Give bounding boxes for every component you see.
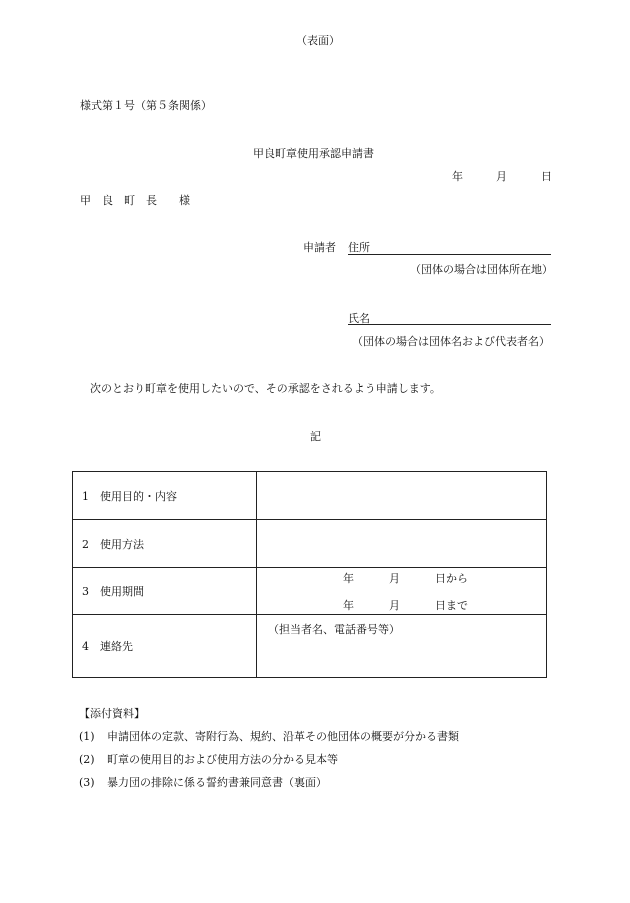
side-label: （表面）	[296, 34, 340, 47]
period-field[interactable]	[257, 568, 547, 615]
form-number: 様式第１号（第５条関係）	[80, 99, 212, 112]
attachment-item-3: (3) 暴力団の排除に係る誓約書兼同意書（裏面）	[79, 776, 327, 789]
row-label-contact: 4 連絡先	[73, 615, 257, 678]
table-row	[73, 615, 547, 678]
name-note: （団体の場合は団体名および代表者名）	[352, 335, 550, 348]
table-row	[73, 568, 547, 615]
period-to: 年 月 日まで	[343, 598, 468, 612]
row-label-purpose: 1 使用目的・内容	[73, 472, 257, 520]
attachments-heading: 【添付資料】	[79, 707, 145, 720]
address-field[interactable]	[348, 254, 551, 255]
contact-note: （担当者名、電話番号等）	[268, 623, 400, 636]
row-label-method: 2 使用方法	[73, 520, 257, 568]
purpose-field[interactable]	[257, 472, 547, 520]
date-month: 月	[496, 170, 507, 183]
row-label-period: 3 使用期間	[73, 568, 257, 615]
contact-field[interactable]	[257, 615, 547, 678]
address-note: （団体の場合は団体所在地）	[410, 263, 553, 276]
address-label: 住所	[348, 241, 370, 254]
table-row	[73, 520, 547, 568]
date-year: 年	[452, 170, 463, 183]
table-row	[73, 472, 547, 520]
ki-label: 記	[310, 430, 321, 443]
name-label: 氏名	[348, 312, 370, 325]
request-text: 次のとおり町章を使用したいので、その承認をされるよう申請します。	[90, 382, 441, 395]
application-table	[72, 471, 547, 678]
addressee: 甲 良 町 長 様	[80, 194, 190, 207]
document-title: 甲良町章使用承認申請書	[253, 147, 374, 160]
applicant-label: 申請者	[303, 241, 336, 254]
period-from: 年 月 日から	[343, 571, 468, 585]
method-field[interactable]	[257, 520, 547, 568]
attachment-item-1: (1) 申請団体の定款、寄附行為、規約、沿革その他団体の概要が分かる書類	[79, 730, 459, 743]
attachment-item-2: (2) 町章の使用目的および使用方法の分かる見本等	[79, 753, 338, 766]
name-field[interactable]	[348, 324, 551, 325]
date-day: 日	[541, 170, 552, 183]
